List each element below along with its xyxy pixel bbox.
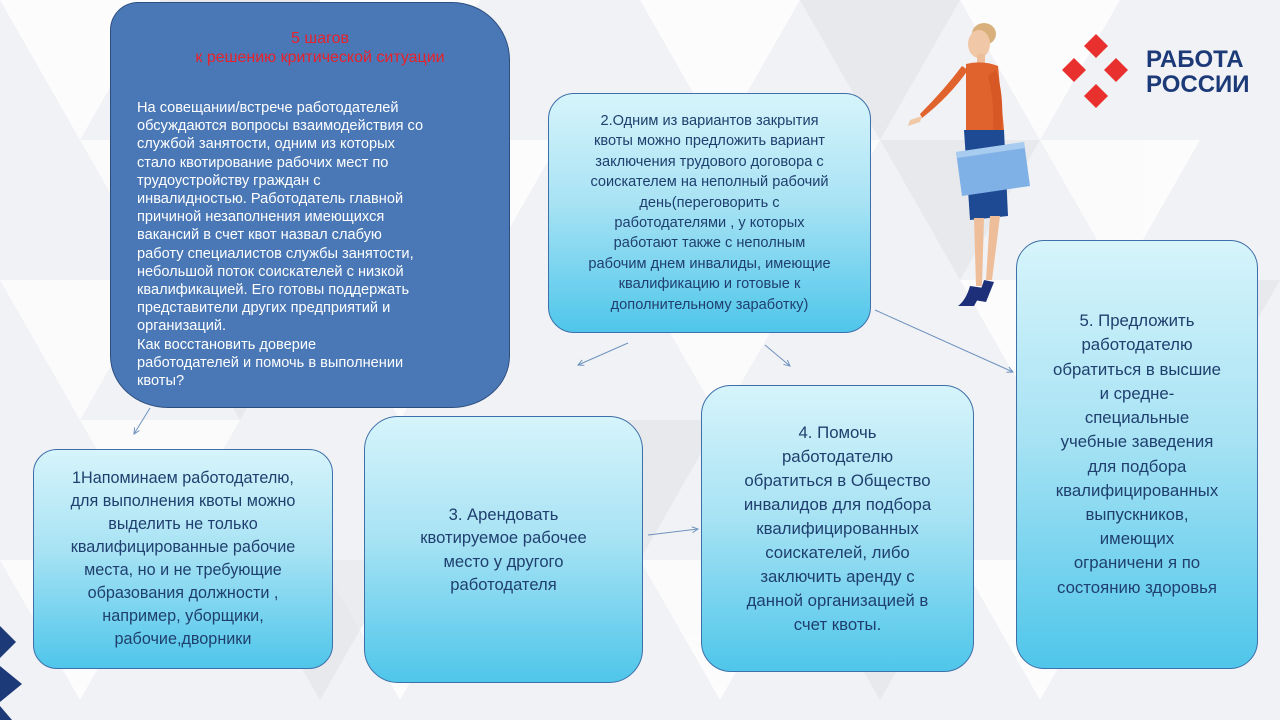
step-1-box	[33, 449, 333, 669]
rabota-rossii-logo-icon	[1062, 34, 1142, 114]
corner-chevron-icon	[0, 626, 26, 720]
step-2-box	[548, 93, 871, 333]
scenario-box	[110, 2, 510, 408]
step-5-text: 5. Предложить работодателю обратиться в высшие и средне- специальные учебные заведения для подбора квалифицированных выпускников, имеющих ограничени я по состоянию здоровья	[1053, 311, 1221, 597]
step-4-text: 4. Помочь работодателю обратиться в Общество инвалидов для подбора квалифицированных соискателей, либо заключить аренду с данной организацией в счет квоты.	[743, 422, 932, 634]
logo-text: РАБОТА РОССИИ	[1146, 46, 1250, 98]
step-1-text: 1Напоминаем работодателю, для выполнения квоты можно выделить не только квалифицированные рабочие места, но и не требующие образования должности , например, уборщики, рабочие,дворники	[70, 469, 296, 648]
step-3-box	[364, 416, 643, 683]
rabota-rossii-logo	[1062, 34, 1262, 114]
step-4-box	[701, 385, 974, 672]
step-2-text: 2.Одним из вариантов закрытия квоты можно предложить вариант заключения трудового договора с соискателем на неполный рабочий день(переговорить с работодателями , у которых работают также с неполным рабочим днем инвалиды, имеющие квалификацию и готовые к дополнительному заработку)	[588, 112, 831, 313]
step-3-text: 3. Арендовать квотируемое рабочее место у другого работодателя	[420, 504, 587, 594]
scenario-text: На совещании/встрече работодателей обсуждаются вопросы взаимодействия со службой занятости, одним из которых стало квотирование рабочих мест по трудоустройству граждан с инвалидностью. Работодатель главной причиной незаполнения имеющихся вакансий в счет квот назвал слабую работу специалистов службы занятости, небольшой поток соискателей с низкой квалификацией. Его готовы поддержать представители других предприятий и организаций. Как восстановить доверие работодателей и помочь в выполнении квоты?	[137, 100, 424, 390]
businesswoman-illustration	[900, 18, 1040, 313]
scenario-title: 5 шагов к решению критической ситуации	[195, 30, 445, 66]
step-5-box	[1016, 240, 1258, 669]
